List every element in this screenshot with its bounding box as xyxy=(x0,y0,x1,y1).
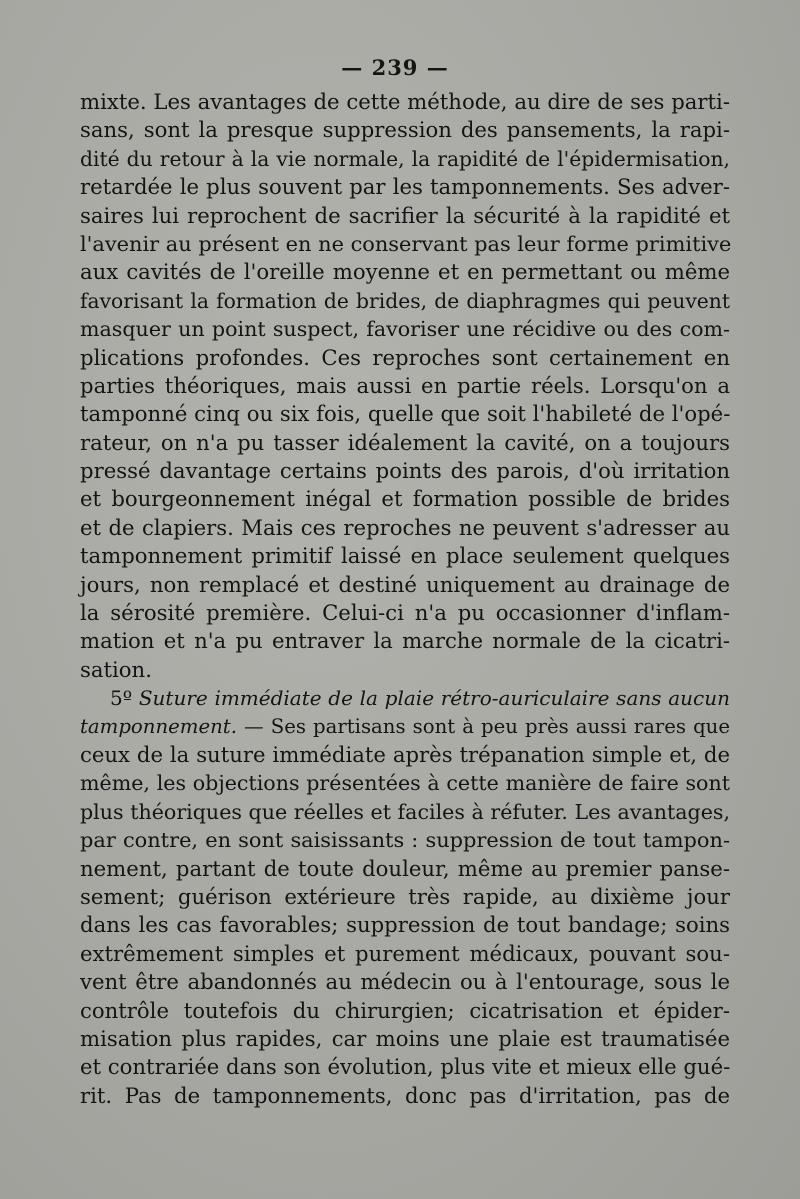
page-number: — 239 — xyxy=(341,55,449,80)
text-line: et de clapiers. Mais ces reproches ne peuvent s'adresser au xyxy=(80,514,730,540)
text-line xyxy=(80,713,730,741)
text-line: et contrariée dans son évolution, plus vite et mieux elle gué- xyxy=(80,1054,731,1080)
section-number: 5º xyxy=(110,686,139,711)
body-text xyxy=(80,88,730,1110)
text-line: plications profondes. Ces reproches sont certainement en xyxy=(80,344,730,370)
text-line: masquer un point suspect, favoriser une récidive ou des com- xyxy=(80,317,730,342)
text-line: dans les cas favorables; suppression de tout bandage; soins xyxy=(80,912,730,938)
text-line: même, les objections présentées à cette manière de faire sont xyxy=(80,771,730,796)
text-line: par contre, en sont saisissants : suppression de tout tampon- xyxy=(80,828,730,853)
text-line: retardée le plus souvent par les tamponnements. Ses adver- xyxy=(80,174,730,200)
text-line: l'avenir au présent en ne conservant pas leur forme primitive xyxy=(80,231,732,256)
section-title: Suture immédiate de la plaie rétro-auriculaire sans aucun xyxy=(138,686,730,711)
text-line: mation et n'a pu entraver la marche normale de la cicatri- xyxy=(80,628,730,654)
text-line: vent être abandonnés au médecin ou à l'entourage, sous le xyxy=(80,969,730,995)
text-line: rit. Pas de tamponnements, donc pas d'irritation, pas de xyxy=(80,1082,730,1108)
text-line: contrôle toutefois du chirurgien; cicatrisation et épider- xyxy=(80,997,730,1023)
text-line: parties théoriques, mais aussi en partie réels. Lorsqu'on a xyxy=(80,372,730,398)
text-line: et bourgeonnement inégal et formation possible de brides xyxy=(80,486,730,512)
text-line: jours, non remplacé et destiné uniquement au drainage de xyxy=(80,571,730,597)
text-line: rateur, on n'a pu tasser idéalement la cavité, on a toujours xyxy=(80,429,730,455)
text-line: saires lui reprochent de sacrifier la sécurité à la rapidité et xyxy=(80,202,730,228)
text-run: — Ses partisans sont à peu près aussi rares que xyxy=(236,714,730,738)
text-line: mixte. Les avantages de cette méthode, au dire de ses parti- xyxy=(80,89,730,114)
section-heading-line xyxy=(80,684,730,712)
text-line: sans, sont la presque suppression des pansements, la rapi- xyxy=(80,117,730,143)
text-line: tamponnement primitif laissé en place seulement quelques xyxy=(80,543,730,569)
text-line: pressé davantage certains points des parois, d'où irritation xyxy=(80,458,730,484)
section-title-continued: tamponnement. xyxy=(80,714,237,738)
text-line: sement; guérison extérieure très rapide, au dixième jour xyxy=(80,883,730,909)
text-line: misation plus rapides, car moins une plaie est traumatisée xyxy=(80,1025,730,1051)
text-line: aux cavités de l'oreille moyenne et en permettant ou même xyxy=(80,259,730,285)
text-line: plus théoriques que réelles et faciles à réfuter. Les avantages, xyxy=(80,799,730,824)
text-line: extrêmement simples et purement médicaux, pouvant sou- xyxy=(80,940,730,966)
text-line: favorisant la formation de brides, de diaphragmes qui peuvent xyxy=(80,288,730,313)
text-line: tamponné cinq ou six fois, quelle que soit l'habileté de l'opé- xyxy=(80,401,731,427)
text-line: nement, partant de toute douleur, même au premier panse- xyxy=(80,855,730,881)
text-line: la sérosité première. Celui-ci n'a pu occasionner d'inflam- xyxy=(80,600,730,626)
text-line: sation. xyxy=(80,656,152,682)
text-line: dité du retour à la vie normale, la rapidité de l'épidermisation, xyxy=(80,146,730,171)
text-line: ceux de la suture immédiate après trépanation simple et, de xyxy=(80,741,730,767)
